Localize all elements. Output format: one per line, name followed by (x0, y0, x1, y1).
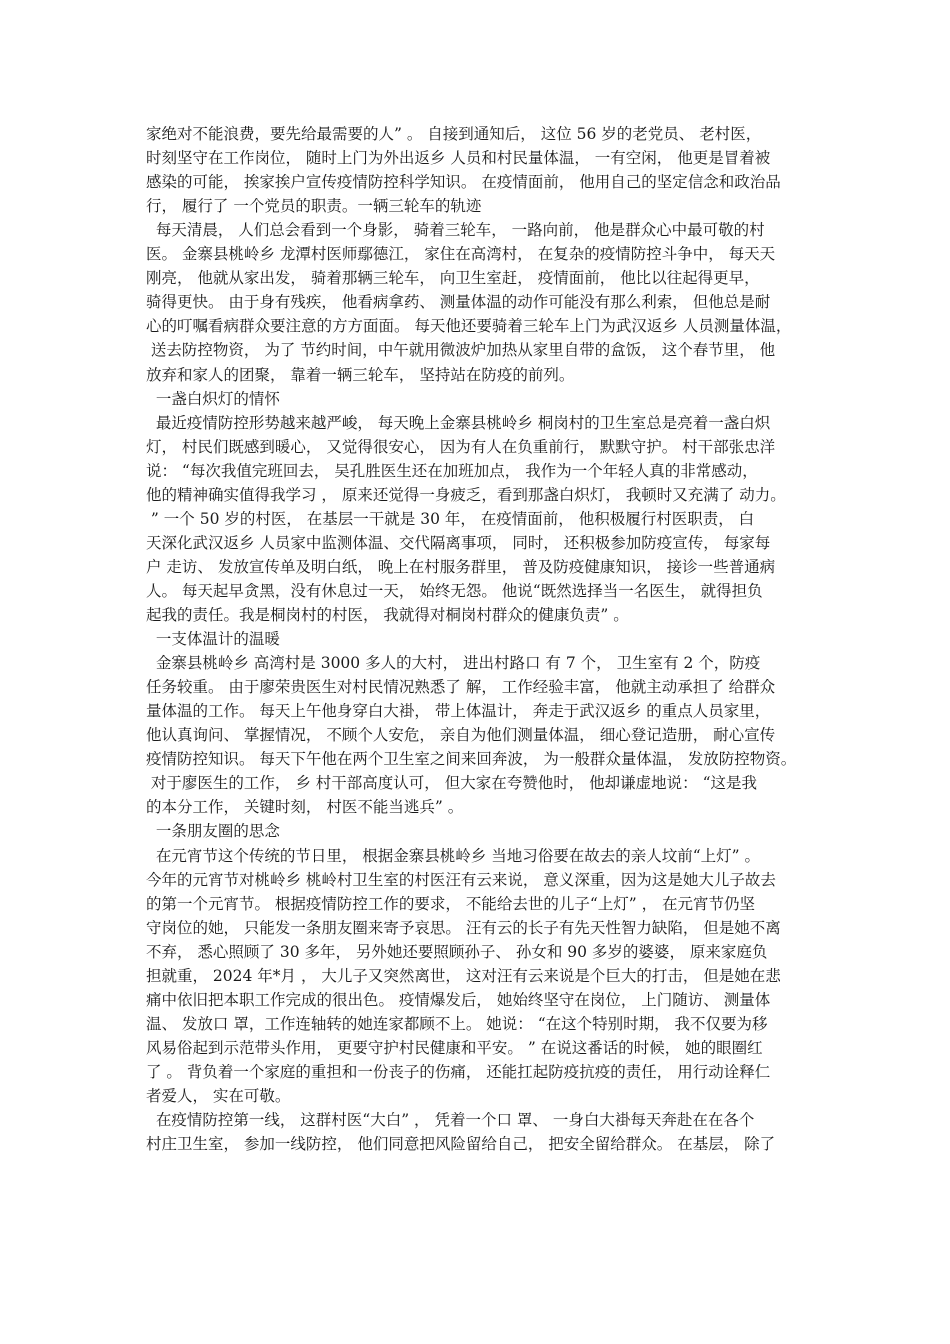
text-line: 任务较重。 由于廖荣贵医生对村民情况熟悉了 解， 工作经验丰富， 他就主动承担了 给群众 (146, 678, 776, 696)
text-line: 守岗位的她， 只能发一条朋友圈来寄予哀思。 汪有云的长子有先天性智力缺陷， 但是她不离 (146, 919, 781, 937)
text-line: 量体温的工作。 每天上午他身穿白大褂， 带上体温计， 奔走于武汉返乡 的重点人员家里， (146, 702, 771, 720)
text-line: 灯， 村民们既感到暖心， 又觉得很安心， 因为有人在负重前行， 默默守护。 村干部张忠洋 (146, 438, 776, 456)
text-line: 担就重， 2024 年*月 ， 大儿子又突然离世， 这对汪有云来说是个巨大的打击， 但是她在悲 (146, 967, 781, 985)
text-line: 者爱人， 实在可敬。 (146, 1087, 291, 1105)
text-line: 今年的元宵节对桃岭乡 桃岭村卫生室的村医汪有云来说， 意义深重，因为这是她大儿子故去 (146, 871, 776, 889)
text-line: 对于廖医生的工作， 乡 村干部高度认可， 但大家在夸赞他时， 他却谦虚地说： “这是我 (146, 774, 757, 792)
text-line: 的本分工作， 关键时刻， 村医不能当逃兵” 。 (146, 798, 464, 816)
text-line: 在疫情防控第一线， 这群村医“大白” ， 凭着一个口 罩、 一身白大褂每天奔赴在在各个 (146, 1111, 755, 1129)
text-line: ” 一个 50 岁的村医， 在基层一干就是 30 年， 在疫情面前， 他积极履行村医职责， 白 (146, 510, 755, 528)
text-line: 在元宵节这个传统的节日里， 根据金寨县桃岭乡 当地习俗要在故去的亲人坟前“上灯” 。 (146, 847, 760, 865)
text-line: 起我的责任。我是桐岗村的村医， 我就得对桐岗村群众的健康负责” 。 (146, 606, 629, 624)
text-line: 他认真询问、 掌握情况， 不顾个人安危， 亲自为他们测量体温， 细心登记造册， 耐心宣传 (146, 726, 776, 744)
text-line: 最近疫情防控形势越来越严峻， 每天晚上金寨县桃岭乡 桐岗村的卫生室总是亮着一盏白炽 (146, 414, 771, 432)
text-line: 一盏白炽灯的情怀 (146, 390, 280, 408)
text-line: 他的精神确实值得我学习 ， 原来还觉得一身疲乏，看到那盏白炽灯， 我顿时又充满了 动力。 (146, 486, 786, 504)
text-line: 天深化武汉返乡 人员家中监测体温、交代隔离事项， 同时， 还积极参加防疫宣传， 每家每 (146, 534, 771, 552)
text-line: 金寨县桃岭乡 高湾村是 3000 多人的大村， 进出村路口 有 7 个， 卫生室有 2 个，防疫 (146, 654, 761, 672)
text-line: 一条朋友圈的思念 (146, 822, 280, 840)
text-line: 的第一个元宵节。 根据疫情防控工作的要求， 不能给去世的儿子“上灯” ， 在元宵节仍坚 (146, 895, 756, 913)
text-line: 行， 履行了 一个党员的职责。一辆三轮车的轨迹 (146, 197, 482, 215)
text-line: 痛中依旧把本职工作完成的很出色。 疫情爆发后， 她始终坚守在岗位， 上门随访、 测量体 (146, 991, 771, 1009)
text-line: 一支体温计的温暖 (146, 630, 280, 648)
text-line: 送去防控物资， 为了 节约时间，中午就用微波炉加热从家里自带的盒饭， 这个春节里， 他 (146, 341, 776, 359)
text-line: 人。 每天起早贪黑，没有休息过一天， 始终无怨。 他说“既然选择当一名医生， 就得担负 (146, 582, 763, 600)
text-line: 心的叮嘱看病群众要注意的方方面面。 每天他还要骑着三轮车上门为武汉返乡 人员测量体温， (146, 317, 792, 335)
text-line: 每天清晨， 人们总会看到一个身影， 骑着三轮车， 一路向前， 他是群众心中最可敬的村 (146, 221, 765, 239)
text-line: 温、 发放口 罩，工作连轴转的她连家都顾不上。 她说： “在这个特别时期， 我不仅要为移 (146, 1015, 768, 1033)
text-line: 放弃和家人的团聚， 靠着一辆三轮车， 坚持站在防疫的前列。 (146, 366, 575, 384)
text-line: 户 走访、 发放宣传单及明白纸， 晚上在村服务群里， 普及防疫健康知识， 接诊一些普通病 (146, 558, 776, 576)
text-line: 说： “每次我值完班回去， 吴孔胜医生还在加班加点， 我作为一个年轻人真的非常感动， (146, 462, 758, 480)
text-line: 刚亮， 他就从家出发， 骑着那辆三轮车， 向卫生室赶， 疫情面前， 他比以往起得更早， (146, 269, 760, 287)
text-line: 医。 金寨县桃岭乡 龙潭村医师鄢德江， 家住在高湾村， 在复杂的疫情防控斗争中， 每天天 (146, 245, 776, 263)
text-line: 骑得更快。 由于身有残疾， 他看病拿药、 测量体温的动作可能没有那么利索， 但他总是耐 (146, 293, 771, 311)
text-line: 家绝对不能浪费，要先给最需要的人” 。 自接到通知后， 这位 56 岁的老党员、 老村医， (146, 125, 762, 143)
text-line: 疫情防控知识。 每天下午他在两个卫生室之间来回奔波， 为一般群众量体温， 发放防控物资。 (146, 750, 797, 768)
text-line: 感染的可能， 挨家挨户宣传疫情防控科学知识。 在疫情面前， 他用自己的坚定信念和政治品 (146, 173, 781, 191)
text-line: 风易俗起到示范带头作用， 更要守护村民健康和平安。 ” 在说这番话的时候， 她的眼圈红 (146, 1039, 763, 1057)
text-line: 不弃， 悉心照顾了 30 多年， 另外她还要照顾孙子、 孙女和 90 多岁的婆婆， 原来家庭负 (146, 943, 768, 961)
text-line: 时刻坚守在工作岗位， 随时上门为外出返乡 人员和村民量体温， 一有空闲， 他更是冒着被 (146, 149, 771, 167)
text-line: 了 。 背负着一个家庭的重担和一份丧子的伤痛， 还能扛起防疫抗疫的责任， 用行动诠释仁 (146, 1063, 771, 1081)
text-line: 村庄卫生室， 参加一线防控， 他们同意把风险留给自己， 把安全留给群众。 在基层， 除了 (146, 1135, 776, 1153)
